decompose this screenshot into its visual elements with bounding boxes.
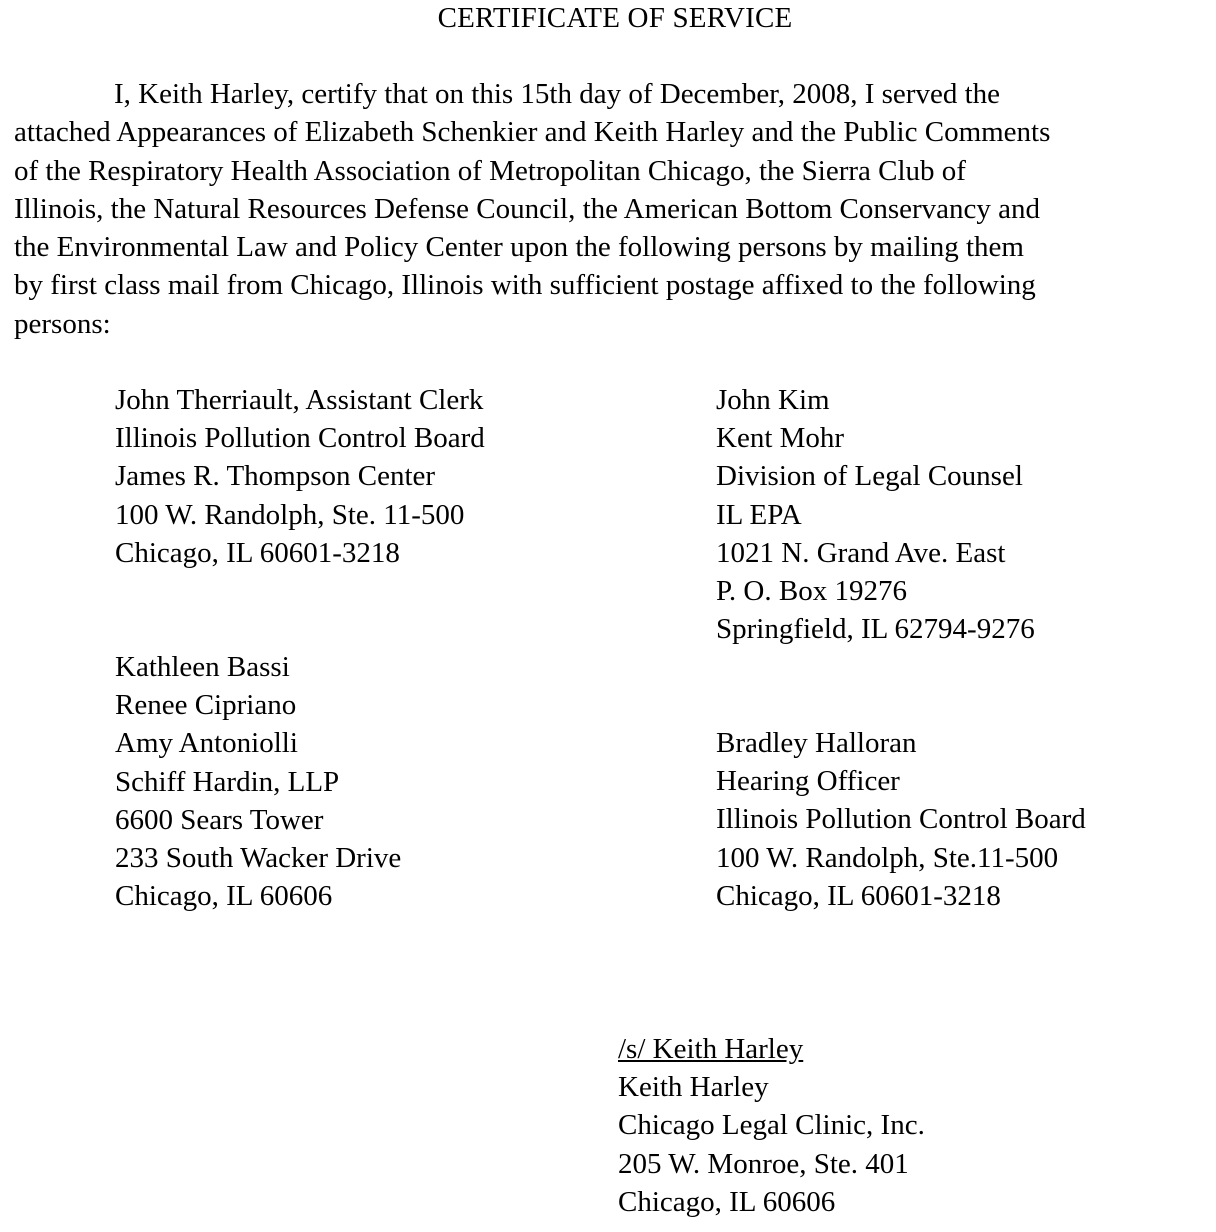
- signer-city: Chicago, IL 60606: [618, 1185, 836, 1218]
- address-line: Chicago, IL 60606: [115, 880, 333, 913]
- address-line: Amy Antoniolli: [115, 727, 298, 760]
- document-title: CERTIFICATE OF SERVICE: [437, 2, 793, 34]
- address-line: Illinois Pollution Control Board: [115, 422, 485, 455]
- address-line: 1021 N. Grand Ave. East: [716, 536, 1006, 569]
- address-line: P. O. Box 19276: [716, 575, 907, 608]
- address-line: IL EPA: [716, 498, 802, 531]
- paragraph-line: the Environmental Law and Policy Center upon the following persons by mailing them: [14, 231, 1024, 264]
- address-line: 233 South Wacker Drive: [115, 842, 402, 875]
- address-line: John Therriault, Assistant Clerk: [115, 384, 484, 416]
- address-line: 100 W. Randolph, Ste.11-500: [716, 841, 1059, 874]
- electronic-signature: /s/ Keith Harley: [618, 1033, 804, 1065]
- address-line: Kathleen Bassi: [115, 651, 290, 683]
- signature-block: [618, 1030, 925, 1221]
- signer-name: Keith Harley: [618, 1071, 769, 1104]
- paragraph-line: by first class mail from Chicago, Illinois with sufficient postage affixed to the following: [14, 269, 1036, 302]
- paragraph-line: of the Respiratory Health Association of Metropolitan Chicago, the Sierra Club of: [14, 154, 966, 187]
- address-line: 6600 Sears Tower: [115, 803, 324, 836]
- signer-organization: Chicago Legal Clinic, Inc.: [618, 1109, 925, 1142]
- recipient-address-kim: [716, 381, 1035, 648]
- address-line: Springfield, IL 62794-9276: [716, 613, 1035, 646]
- recipient-address-halloran: [716, 724, 1086, 915]
- address-line: Schiff Hardin, LLP: [115, 765, 340, 798]
- address-line: Renee Cipriano: [115, 689, 297, 722]
- address-line: Hearing Officer: [716, 765, 900, 798]
- address-line: Chicago, IL 60601-3218: [716, 879, 1001, 912]
- address-line: Chicago, IL 60601-3218: [115, 536, 400, 569]
- paragraph-line: I, Keith Harley, certify that on this 15th day of December, 2008, I served the: [114, 78, 1001, 110]
- paragraph-line: attached Appearances of Elizabeth Schenkier and Keith Harley and the Public Comments: [14, 116, 1051, 149]
- signer-street: 205 W. Monroe, Ste. 401: [618, 1147, 909, 1180]
- recipient-address-therriault: [115, 381, 485, 572]
- paragraph-line: persons:: [14, 307, 111, 340]
- address-line: Division of Legal Counsel: [716, 460, 1023, 493]
- address-line: Kent Mohr: [716, 422, 845, 455]
- address-line: Illinois Pollution Control Board: [716, 803, 1086, 836]
- recipient-address-bassi: [115, 648, 401, 915]
- address-line: Bradley Halloran: [716, 727, 917, 759]
- certification-paragraph: [14, 75, 1214, 343]
- address-line: John Kim: [716, 384, 830, 416]
- address-line: James R. Thompson Center: [115, 460, 436, 493]
- paragraph-line: Illinois, the Natural Resources Defense Council, the American Bottom Conservancy and: [14, 192, 1041, 225]
- address-line: 100 W. Randolph, Ste. 11-500: [115, 498, 465, 531]
